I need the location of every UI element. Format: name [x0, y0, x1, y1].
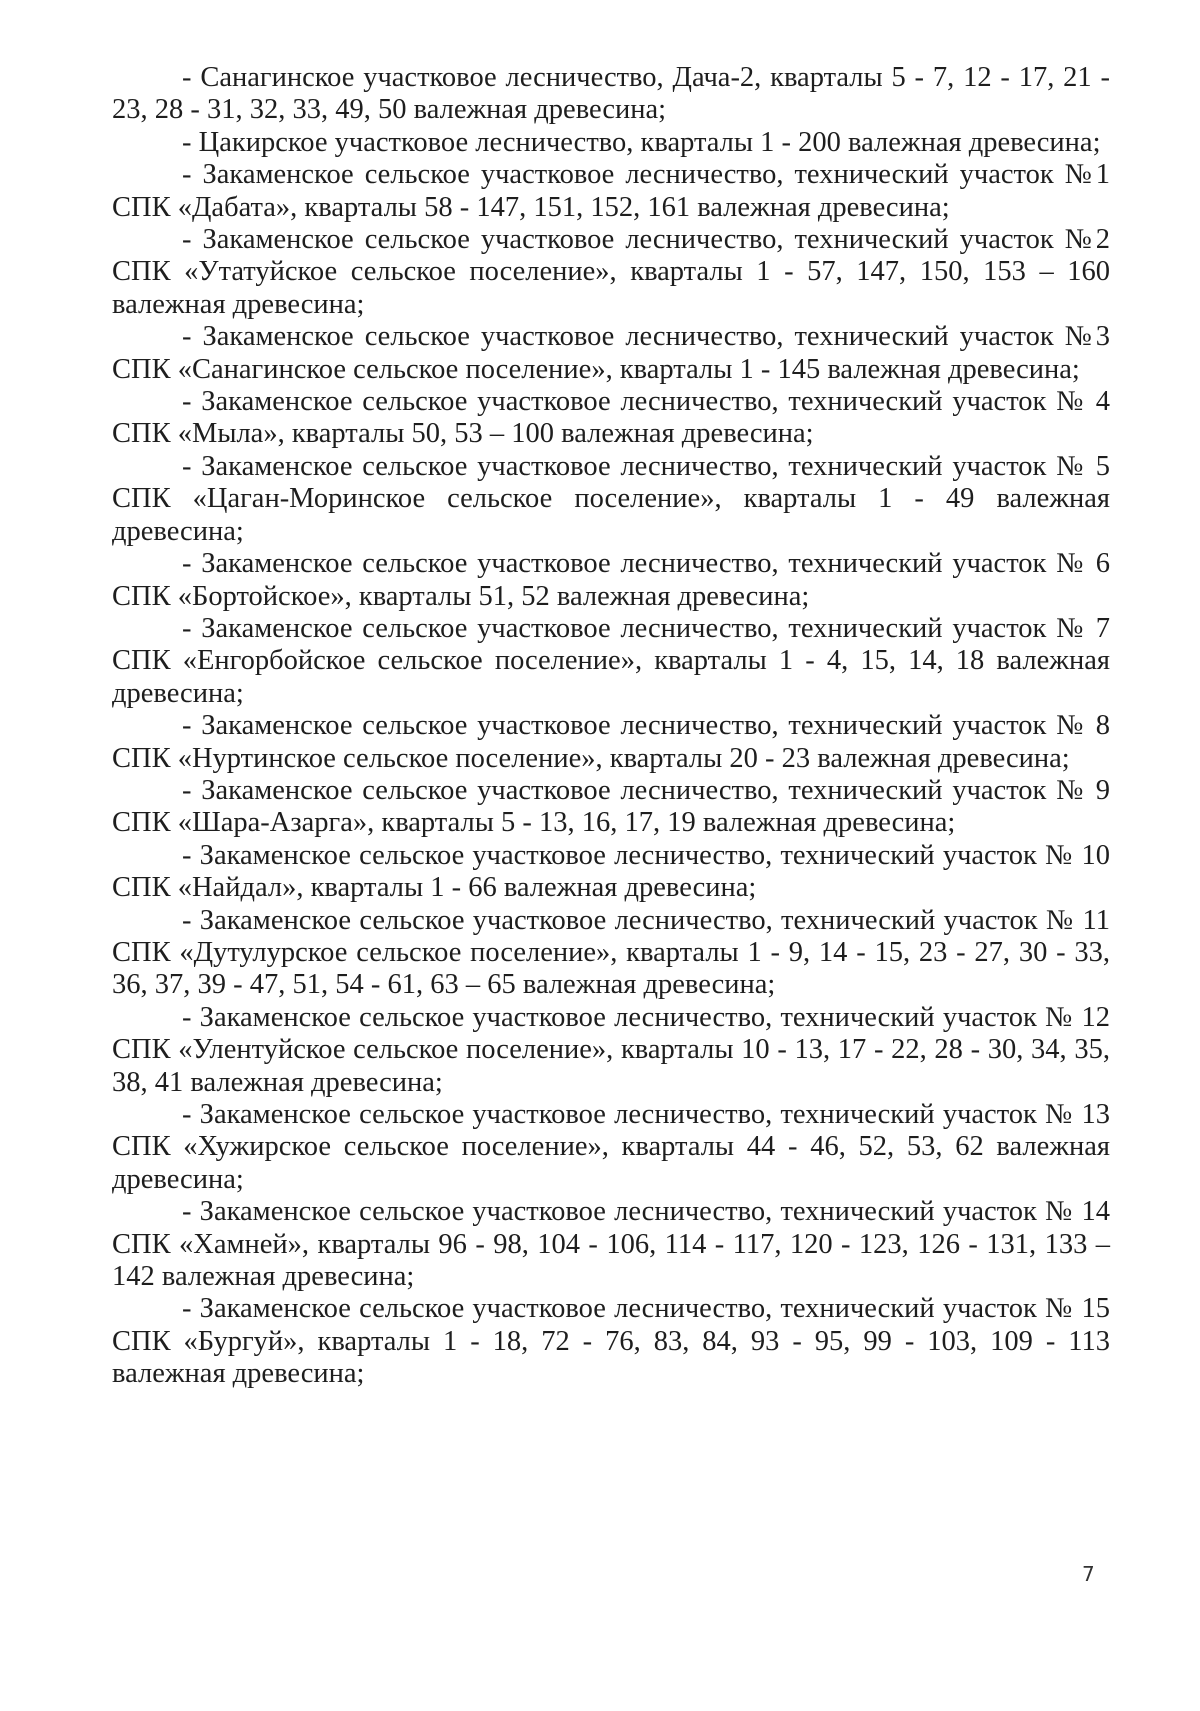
- paragraph-tsakirskoe: - Цакирское участковое лесничество, кварталы 1 - 200 валежная древесина;: [182, 126, 1101, 158]
- paragraph-uchastok-13: - Закаменское сельское участковое лесничество, технический участок № 13 СПК «Хужирское сельское поселение», кварталы 44 - 46, 52, 53, 62 валежная древесина;: [112, 1099, 1110, 1195]
- page-number: 7: [1082, 1562, 1095, 1586]
- paragraph-uchastok-1: - Закаменское сельское участковое лесничество, технический участок №1 СПК «Дабата», кварталы 58 - 147, 151, 152, 161 валежная древесина;: [112, 159, 1110, 223]
- paragraph-uchastok-4: - Закаменское сельское участковое лесничество, технический участок № 4 СПК «Мыла», кварталы 50, 53 – 100 валежная древесина;: [112, 386, 1110, 450]
- paragraph-uchastok-5: - Закаменское сельское участковое лесничество, технический участок № 5 СПК «Цаган-Моринское сельское поселение», кварталы 1 - 49 валежная древесина;: [112, 450, 1110, 547]
- paragraph-uchastok-10: - Закаменское сельское участковое лесничество, технический участок № 10 СПК «Найдал», кварталы 1 - 66 валежная древесина;: [112, 839, 1110, 904]
- paragraph-uchastok-15: - Закаменское сельское участковое лесничество, технический участок № 15 СПК «Бургуй», кварталы 1 - 18, 72 - 76, 83, 84, 93 - 95, 99 - 103, 109 - 113 валежная древесина;: [112, 1293, 1110, 1390]
- document-body: [112, 62, 1110, 1391]
- paragraph-sanaginskoe: - Санагинское участковое лесничество, Дача-2, кварталы 5 - 7, 12 - 17, 21 - 23, 28 - 31, 32, 33, 49, 50 валежная древесина;: [112, 62, 1110, 126]
- paragraph-uchastok-7: - Закаменское сельское участковое лесничество, технический участок № 7 СПК «Енгорбойское сельское поселение», кварталы 1 - 4, 15, 14, 18 валежная древесина;: [112, 612, 1110, 709]
- paragraph-uchastok-12: - Закаменское сельское участковое лесничество, технический участок № 12 СПК «Улентуйское сельское поселение», кварталы 10 - 13, 17 - 22, 28 - 30, 34, 35, 38, 41 валежная древесина;: [112, 1001, 1110, 1098]
- paragraph-uchastok-11: - Закаменское сельское участковое лесничество, технический участок № 11 СПК «Дутулурское сельское поселение», кварталы 1 - 9, 14 - 15, 23 - 27, 30 - 33, 36, 37, 39 - 47, 51, 54 - 61, 63 – 65 валежная древесина;: [112, 904, 1110, 1001]
- paragraph-uchastok-9: - Закаменское сельское участковое лесничество, технический участок № 9 СПК «Шара-Азарга», кварталы 5 - 13, 16, 17, 19 валежная древесина;: [112, 774, 1110, 839]
- paragraph-uchastok-14: - Закаменское сельское участковое лесничество, технический участок № 14 СПК «Хамней», кварталы 96 - 98, 104 - 106, 114 - 117, 120 - 123, 126 - 131, 133 – 142 валежная древесина;: [112, 1196, 1110, 1293]
- paragraph-uchastok-8: - Закаменское сельское участковое лесничество, технический участок № 8 СПК «Нуртинское сельское поселение», кварталы 20 - 23 валежная древесина;: [112, 710, 1110, 774]
- paragraph-uchastok-3: - Закаменское сельское участковое лесничество, технический участок №3 СПК «Санагинское сельское поселение», кварталы 1 - 145 валежная древесина;: [112, 321, 1110, 385]
- paragraph-uchastok-2: - Закаменское сельское участковое лесничество, технический участок №2 СПК «Утатуйское сельское поселение», кварталы 1 - 57, 147, 150, 153 – 160 валежная древесина;: [112, 224, 1110, 320]
- paragraph-uchastok-6: - Закаменское сельское участковое лесничество, технический участок № 6 СПК «Бортойское», кварталы 51, 52 валежная древесина;: [112, 548, 1110, 612]
